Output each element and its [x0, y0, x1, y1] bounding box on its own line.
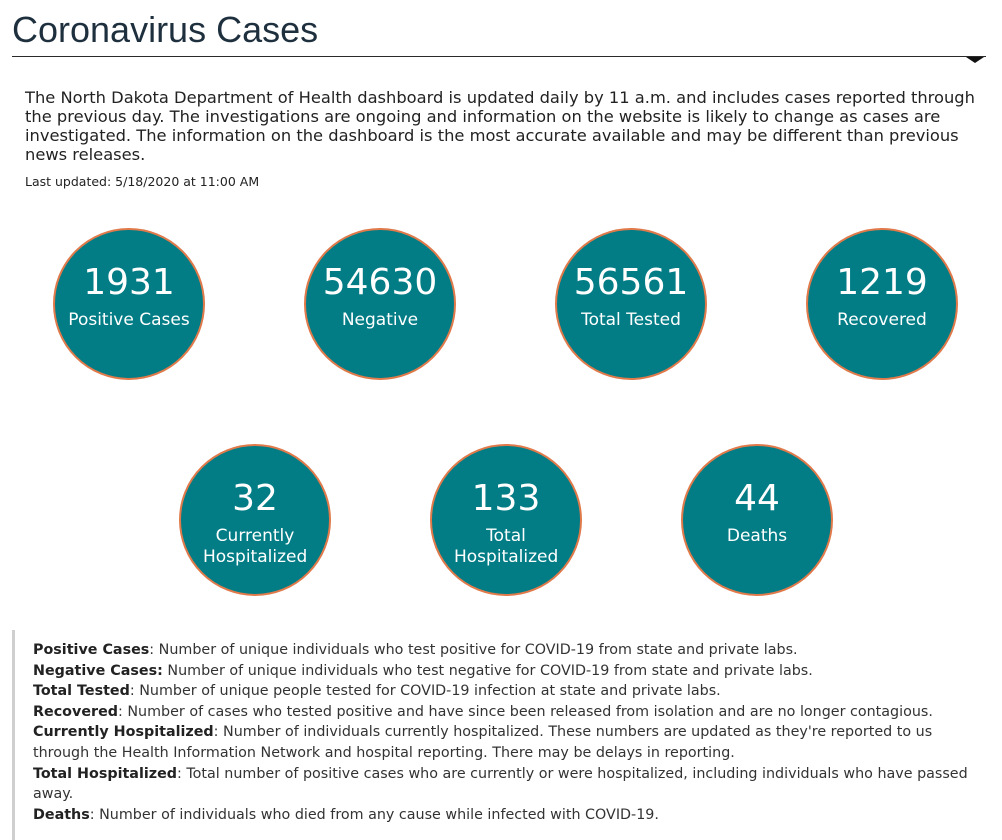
- title-divider: [12, 56, 986, 57]
- stat-recovered: [806, 228, 958, 380]
- stat-value: 56561: [573, 262, 689, 303]
- stat-label: Total Hospitalized: [454, 526, 559, 567]
- definition-text: : Number of individuals currently hospitalized. These numbers are updated as they're reported to us through the Health Information Network and hospital reporting. There may be delays in reporting.: [33, 724, 933, 761]
- stat-currently-hospitalized: [179, 444, 331, 596]
- stat-total-hospitalized: [430, 444, 582, 596]
- definition-item: [33, 722, 988, 763]
- last-updated-text: Last updated: 5/18/2020 at 11:00 AM: [25, 174, 260, 189]
- definitions-block: [12, 630, 988, 840]
- definition-item: [33, 640, 988, 661]
- definition-text: : Total number of positive cases who are currently or were hospitalized, including individuals who have passed away.: [33, 765, 968, 803]
- stat-value: 1219: [836, 262, 928, 303]
- definition-term: Currently Hospitalized: [33, 724, 214, 741]
- definition-item: [33, 681, 988, 702]
- definition-item: [33, 661, 988, 682]
- stat-label: Positive Cases: [68, 310, 190, 330]
- stat-label: Deaths: [726, 526, 788, 546]
- definition-text: : Number of unique individuals who test positive for COVID-19 from state and private labs.: [149, 642, 798, 658]
- definition-text: : Number of unique people tested for COVID-19 infection at state and private labs.: [129, 683, 721, 700]
- definition-item: [33, 764, 988, 805]
- stat-label: Total Tested: [581, 310, 681, 330]
- definition-text: : Number of cases who tested positive and have since been released from isolation and are no longer contagious.: [118, 703, 933, 720]
- chevron-down-icon: [966, 57, 984, 63]
- stat-positive-cases: [53, 228, 205, 380]
- stat-negative: [304, 228, 456, 380]
- stat-value: 44: [734, 478, 780, 519]
- definition-term: Negative Cases:: [33, 662, 163, 679]
- intro-paragraph: The North Dakota Department of Health dashboard is updated daily by 11 a.m. and includes cases reported through the previous day. The investigations are ongoing and information on the website is likely to change as cases are investigated. The information on the dashboard is the most accurate available and may be different than previous news releases.: [25, 88, 975, 164]
- definition-item: [33, 805, 988, 826]
- definition-term: Total Hospitalized: [33, 765, 178, 782]
- page-title: Coronavirus Cases: [12, 9, 319, 50]
- definition-term: Recovered: [33, 703, 118, 720]
- stat-deaths: [681, 444, 833, 596]
- stat-value: 54630: [322, 262, 438, 303]
- stat-label: Currently Hospitalized: [203, 526, 308, 567]
- definition-term: Positive Cases: [33, 642, 150, 658]
- stat-value: 133: [471, 478, 541, 519]
- stat-value: 1931: [83, 262, 175, 303]
- stat-value: 32: [232, 478, 278, 519]
- definition-text: : Number of individuals who died from any cause while infected with COVID-19.: [89, 806, 659, 823]
- stat-label: Negative: [341, 310, 419, 330]
- definition-term: Deaths: [33, 806, 90, 823]
- stat-total-tested: [555, 228, 707, 380]
- stat-label: Recovered: [837, 310, 927, 330]
- definition-item: [33, 702, 988, 723]
- definition-text: Number of unique individuals who test negative for COVID-19 from state and private labs.: [162, 662, 813, 679]
- definition-term: Total Tested: [33, 683, 130, 700]
